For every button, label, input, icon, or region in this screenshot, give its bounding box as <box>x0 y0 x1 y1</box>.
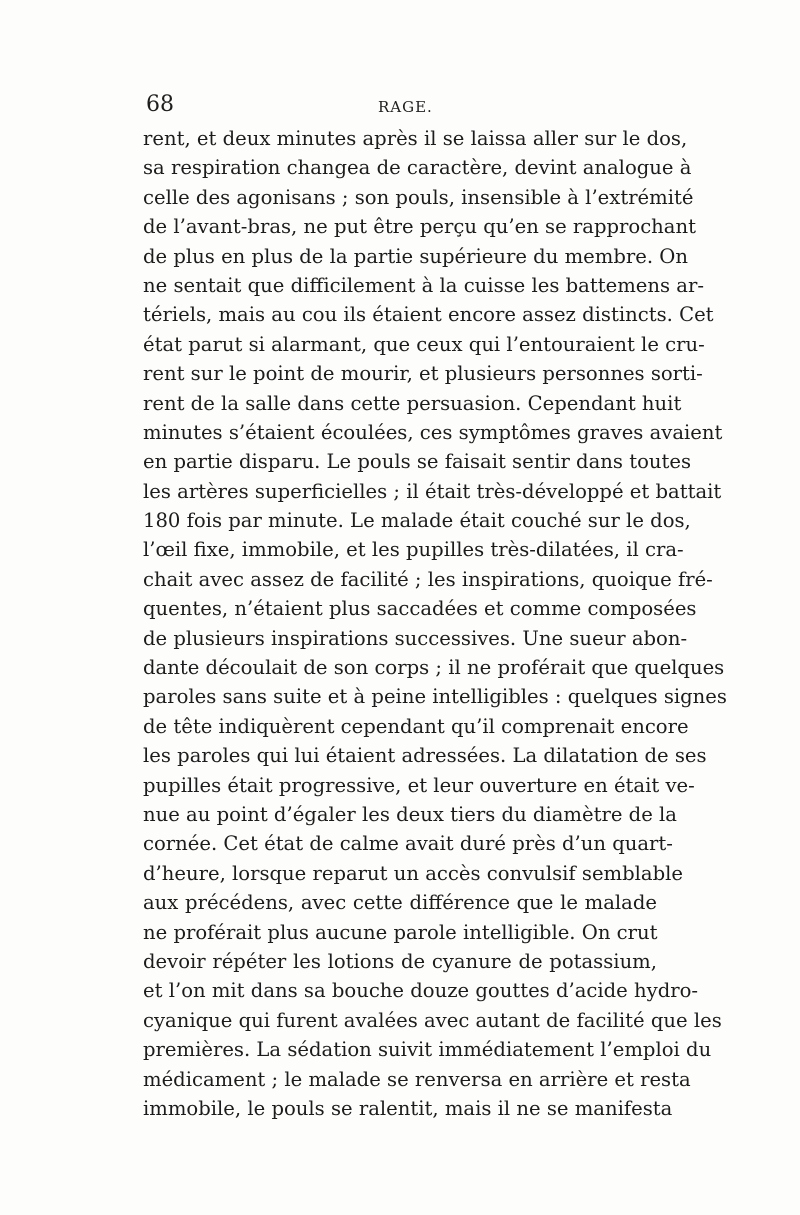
text-line: pupilles était progressive, et leur ouverture en était ve- <box>143 773 695 797</box>
text-line: médicament ; le malade se renversa en arrière et resta <box>143 1067 691 1091</box>
text-line: devoir répéter les lotions de cyanure de potassium, <box>143 949 657 973</box>
text-line: en partie disparu. Le pouls se faisait sentir dans toutes <box>143 450 692 474</box>
text-line: l’œil fixe, immobile, et les pupilles très-dilatées, il cra- <box>143 538 684 562</box>
text-line: immobile, le pouls se ralentit, mais il ne se manifesta <box>143 1096 673 1120</box>
page-header <box>146 92 660 122</box>
text-line: cyanique qui furent avalées avec autant de facilité que les <box>143 1008 722 1032</box>
text-line: les artères superficielles ; il était très-développé et battait <box>143 479 722 503</box>
text-line: de plusieurs inspirations successives. Une sueur abon- <box>143 626 688 650</box>
text-line: ne sentait que difficilement à la cuisse les battemens ar- <box>143 273 704 297</box>
text-line: rent sur le point de mourir, et plusieurs personnes sorti- <box>143 362 703 386</box>
text-line: dante découlait de son corps ; il ne proférait que quelques <box>143 656 725 680</box>
text-line: quentes, n’étaient plus saccadées et comme composées <box>143 597 697 621</box>
running-head: RAGE. <box>378 98 433 116</box>
text-line: paroles sans suite et à peine intelligibles : quelques signes <box>143 685 727 709</box>
body-text <box>143 124 727 1123</box>
text-line: de tête indiquèrent cependant qu’il comprenait encore <box>143 714 689 738</box>
text-line: les paroles qui lui étaient adressées. La dilatation de ses <box>143 744 707 768</box>
text-line: aux précédens, avec cette différence que le malade <box>143 891 657 915</box>
text-line: 180 fois par minute. Le malade était couché sur le dos, <box>143 509 691 533</box>
text-line: de l’avant-bras, ne put être perçu qu’en se rapprochant <box>143 215 696 239</box>
text-line: celle des agonisans ; son pouls, insensible à l’extrémité <box>143 185 694 209</box>
text-line: et l’on mit dans sa bouche douze gouttes d’acide hydro- <box>143 979 699 1003</box>
text-line: d’heure, lorsque reparut un accès convulsif semblable <box>143 861 684 885</box>
text-line: de plus en plus de la partie supérieure du membre. On <box>143 244 688 268</box>
text-line: chait avec assez de facilité ; les inspirations, quoique fré- <box>143 567 713 591</box>
text-line: état parut si alarmant, que ceux qui l’entouraient le cru- <box>143 332 705 356</box>
text-line: rent, et deux minutes après il se laissa aller sur le dos, <box>143 127 688 150</box>
text-line: nue au point d’égaler les deux tiers du diamètre de la <box>143 802 677 826</box>
text-line: sa respiration changea de caractère, devint analogue à <box>143 156 692 180</box>
text-line: minutes s’étaient écoulées, ces symptômes graves avaient <box>143 420 723 444</box>
text-line: rent de la salle dans cette persuasion. Cependant huit <box>143 391 682 415</box>
text-line: ne proférait plus aucune parole intelligible. On crut <box>143 920 658 944</box>
text-line: premières. La sédation suivit immédiatement l’emploi du <box>143 1038 712 1062</box>
page-number: 68 <box>146 92 174 117</box>
text-line: tériels, mais au cou ils étaient encore assez distincts. Cet <box>143 303 714 327</box>
text-line: cornée. Cet état de calme avait duré près d’un quart- <box>143 832 673 856</box>
